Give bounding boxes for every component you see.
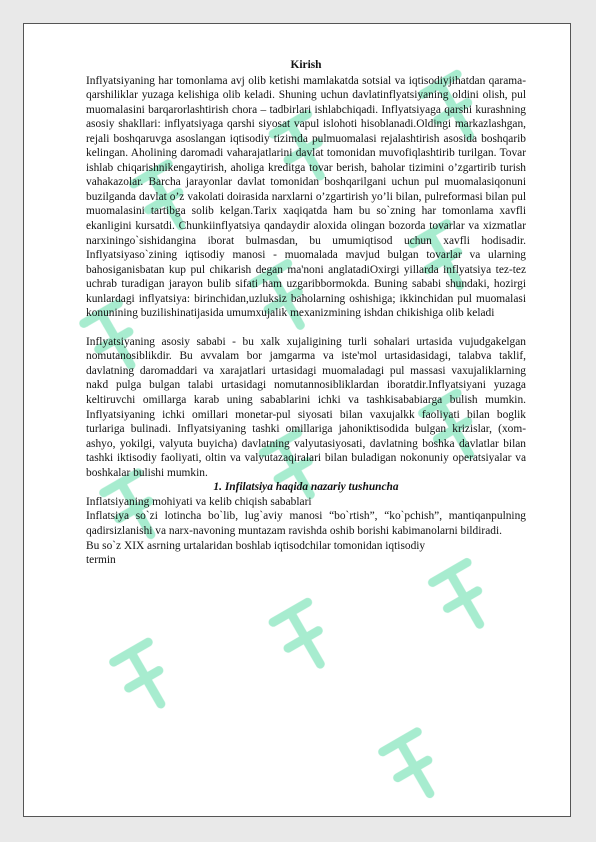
paragraph-2: Inflyatsiyaning asosiy sababi - bu xalk xujaligining turli sohalari urtasida vujudgakelgan nomutanosiblikdir. Bu avvalam bor jamgarma va iste'mol urtasidasidagi, talabva taklif, davlatning daromaddari va xarajatlari urtasidagi muomaladagi pul massasi vaxujaliklarning nakd pulga bulgan talabi urtasidagi nomutannosibliklardan iboratdir.Inflyatsiyani yuzaga keltiruvchi omillarga karab uning sabablarini ichki va tashkisababiarga bulish mumkin. Inflyatsiyaning ichki omillari monetar-pul siyosati bilan vaxujalkk faoliyati bilan boglik turlariga bulinadi. Inflyatsiyaning tashki omillariga jahoniktisodida bulgan krizislar, (xom-ashyo, yokilgi, valyuta buyicha) davlatning valyutasiyosati, davlatning boshka davlatlar bilan tashki iktisodiy faoliyati, oltin va valyutazaqiralari bilan buladigan nokonuniy operatsiyalar va boshkalar bulishi mumkin. <box>86 335 526 479</box>
section-heading: 1. Infilatsiya haqida nazariy tushuncha <box>213 481 399 494</box>
subheading: Inflatsiyaning mohiyati va kelib chiqish sabablari <box>86 495 312 508</box>
paragraph-spacer <box>86 321 526 335</box>
document-body <box>86 58 526 568</box>
watermark-logo-icon <box>273 602 337 674</box>
paragraph-4-line-2: termin <box>86 554 116 567</box>
watermark-logo-icon <box>383 732 447 804</box>
paragraph-3: Inflatsiya so`zi lotincha bo`lib, lug`aviy manosi “bo`rtish”, “ko`pchish”, mantiqanpulning qadirsizlanishi va narx-navoning muntazam ravishda oshib borishi kabimanolarni bildiradi. <box>86 510 526 537</box>
watermark-logo-icon <box>433 562 497 634</box>
document-page <box>23 23 571 817</box>
document-title: Kirish <box>290 59 322 71</box>
paragraph-4-line-1: Bu so`z XIX asrning urtalaridan boshlab iqtisodchilar tomonidan iqtisodiy <box>86 539 426 552</box>
paragraph-1: Inflyatsiyaning har tomonlama avj olib ketishi mamlakatda sotsial va iqtisodiyjihatdan qarama-qarshiliklar yuzaga kelishiga olib keladi. Shuning uchun davlatinflyatsiyaning oldini olish, pul muomalasini barqarorlashtirish chora – tadbirlari ishlabchiqadi. Inflyatsiyaga qarshi kurashning asosiy shakllari: inflyatsiyaga qarshi siyosat vapul islohoti hisoblanadi.Oldingi markazlashgan, rejali boshqaruvga asoslangan iqtisodiy tizimda pulmuomalasi rejalashtirish asosida boshqarib kelingan. Aholining daromadi vaharajatlarini davlat tomonidan muvofiqlashtirib turilgan. Tovar ishlab chiqarishnikengaytirish, aholiga kreditga tovar berish, baholar tizimini o’zgartirib turish vahakazolar. Barcha jarayonlar davlat tomonidan boshqarilgani uchun pul muomalasiqonuni buzilganda davlat o’z vakolati doirasida narxlarni o’zgartirish yo’li bilan, pulreformasi bilan pul muomalasini tartibga solib kelgan.Tarix xaqiqatda ham bu so`zning har tomonlama xavfli ekanligini kursatdi. Chunkiinflyatsiya qandaydir aloxida olingan bozorda tovarlar va xizmatlar narxiningo`sishidangina iborat bulmasdan, bu umumiqtisod uchun xavfli hodisadir. Inflyatsiyaso`zining iqtisodiy manosi - muomalada mavjud bulgan tovarlar va ularning bahosiganisbatan kup pul chikarish degan ma'noni anglatadiOxirgi yillarda inflyatsiya tez-tez uchrab turadigan jarayon bulib sifati ham uzgaribbormokda. Buning sababi shundaki, hozirgi kunlardagi inflyatsiya: birinchidan,uzluksiz baholarning oshishiga; ikkinchidan pul muomalasi konunining buzilishinatijasida umumxujalik mexanizmining ishdan chikishiga olib keladi <box>86 74 526 320</box>
watermark-logo-icon <box>114 642 178 714</box>
